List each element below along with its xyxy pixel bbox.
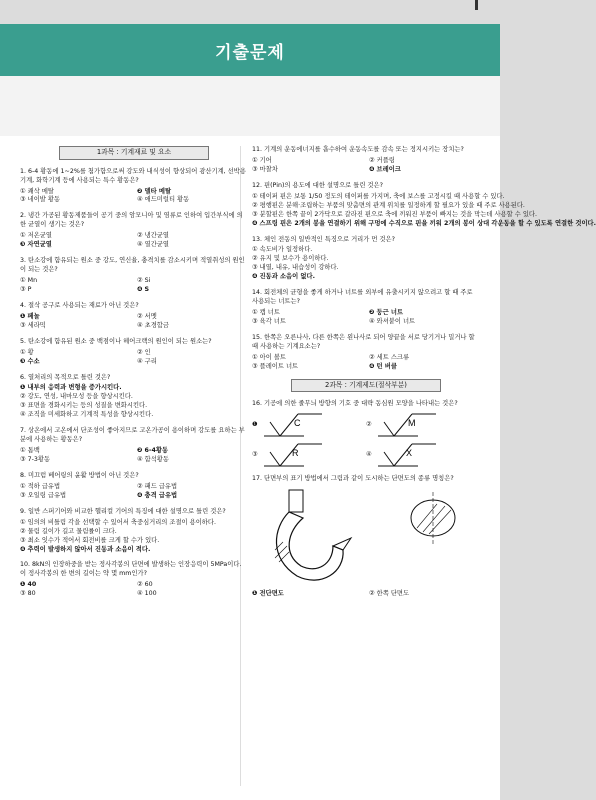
answer-option[interactable]: ③ 플레이트 너트: [252, 362, 299, 370]
answer-option[interactable]: ③ 최소 잇수가 적어서 회전비를 크게 할 수가 있다.: [20, 536, 160, 544]
answer-option[interactable]: ❹ 스프링 핀은 2개의 봉을 연결하기 위해 구멍에 수직으로 핀을 끼워 2개의 봉이 상대 각운동을 할 수 있도록 연결한 것이다.: [252, 219, 596, 227]
question-16: [252, 400, 480, 468]
answer-option[interactable]: ③ 표면을 경화시키는 등의 성질을 변화시킨다.: [20, 402, 148, 410]
answer-option[interactable]: ③ 내열, 내유, 내습성이 강하다.: [252, 264, 339, 272]
answer-options: [20, 519, 248, 555]
answer-option[interactable]: ④ 구리: [137, 357, 157, 365]
answer-option[interactable]: ③ 마찰차: [252, 165, 278, 173]
question-stem: 4. 절삭 공구로 사용되는 재료가 아닌 것은?: [20, 301, 139, 309]
answer-options: [20, 349, 248, 367]
answer-option[interactable]: ② 60: [137, 581, 153, 589]
surface-symbol-c-icon: [264, 412, 324, 438]
answer-option[interactable]: ① 테이퍼 핀은 보통 1/50 정도의 테이퍼를 가지며, 축에 보스를 고정시킬 때 사용할 수 있다.: [252, 192, 505, 200]
page-title: 기출문제: [215, 42, 285, 63]
answer-options: [20, 581, 248, 599]
question-item: [20, 374, 248, 421]
answer-option[interactable]: ③ 오일링 급유법: [20, 491, 67, 499]
question-item: [20, 257, 248, 295]
surface-symbol-m-icon: [378, 412, 438, 438]
question-stem: 15. 한쪽은 오른나사, 다른 한쪽은 왼나사로 되어 양끝을 서로 당기거나 밀거나 할 때 사용하는 기계요소는?: [252, 333, 475, 350]
question-item: [252, 236, 480, 283]
answer-option[interactable]: ④ 열간균열: [137, 241, 169, 249]
answer-option[interactable]: ② 패드 급유법: [137, 482, 178, 490]
exam-page[interactable]: [0, 136, 596, 800]
answer-option[interactable]: ③ 세라믹: [20, 321, 46, 329]
question-item: [252, 181, 596, 229]
subject-header-2: 2과목 : 기계제도(절삭부분): [291, 379, 441, 393]
answer-option[interactable]: ② 냉간균열: [137, 232, 169, 240]
answer-option[interactable]: ③ 80: [20, 590, 36, 598]
question-stem: 7. 상온에서 고온에서 단조성이 좋아지므로 고온가공이 용이하며 강도를 요하는 부분에 사용하는 황동은?: [20, 427, 245, 444]
answer-option[interactable]: ❹ 진동과 소음이 없다.: [252, 273, 315, 281]
question-item: [20, 212, 248, 250]
option-number: ②: [366, 420, 372, 428]
answer-option[interactable]: ③ 분할핀은 한쪽 끝이 2가닥으로 갈라진 핀으로 축에 끼워진 부품이 빠지는 것을 막는데 사용할 수 있다.: [252, 210, 537, 218]
svg-text:M: M: [408, 418, 416, 429]
answer-option[interactable]: ❶ 전단면도: [252, 590, 284, 598]
crane-hook-section-icon: [259, 488, 379, 588]
question-stem: 17. 단면부의 표기 방법에서 그림과 같이 도시하는 단면도의 종류 명칭은?: [252, 475, 454, 483]
answer-option[interactable]: ③ 육각 너트: [252, 318, 286, 325]
question-stem: 8. 미끄럼 베어링의 윤활 방법이 아닌 것은?: [20, 471, 139, 479]
answer-option[interactable]: ④ 초경합금: [137, 321, 169, 329]
answer-option[interactable]: ② Si: [137, 277, 151, 285]
answer-options: [252, 354, 480, 372]
answer-option[interactable]: ❶ 페놀: [20, 312, 40, 320]
banner-area: [0, 76, 500, 136]
answer-option[interactable]: ① 적하 급유법: [20, 482, 61, 490]
left-column: [20, 146, 248, 606]
question-item: [20, 338, 248, 367]
answer-options: [252, 157, 480, 175]
question-item: [252, 146, 480, 175]
answer-option[interactable]: ③ P: [20, 285, 32, 293]
answer-option[interactable]: ② 세트 스크류: [369, 353, 410, 361]
answer-options: [20, 277, 248, 295]
answer-option[interactable]: ② 강도, 연성, 내마모성 등을 향상시킨다.: [20, 393, 133, 401]
answer-option[interactable]: ❹ 충격 급유법: [137, 491, 178, 499]
surface-symbol-options: [252, 412, 480, 468]
answer-options: [252, 246, 480, 282]
answer-option[interactable]: ③ 7-3황동: [20, 456, 51, 464]
surface-symbol-option-2[interactable]: [366, 412, 480, 438]
question-stem: 5. 탄소강에 함유된 원소 중 백점이나 헤어크랙의 원인이 되는 원소는?: [20, 337, 212, 345]
question-stem: 14. 회전체의 균형을 좋게 하거나 너트를 외부에 유출시키지 않으려고 할 때 주로 사용되는 너트는?: [252, 289, 473, 306]
surface-symbol-option-4[interactable]: [366, 442, 480, 468]
question-stem: 16. 기공에 의한 줄무늬 방향의 기호 중 대략 동심원 모양을 나타내는 것은?: [252, 400, 458, 408]
answer-options: [20, 188, 248, 206]
option-number: ❶: [252, 420, 258, 428]
answer-options: [252, 192, 596, 229]
hook-figure: [252, 488, 480, 588]
answer-option[interactable]: ② 서멧: [137, 312, 157, 320]
question-stem: 3. 탄소강에 함유되는 원소 중 강도, 연신율, 충격치를 감소시키며 적열취성의 원인이 되는 것은?: [20, 257, 245, 274]
option-number: ④: [366, 450, 372, 458]
answer-option[interactable]: ❷ 둥근 너트: [369, 309, 404, 317]
question-stem: 12. 핀(Pin)의 용도에 대한 설명으로 틀린 것은?: [252, 181, 383, 189]
question-stem: 6. 열처리의 목적으로 틀린 것은?: [20, 373, 111, 381]
question-item: [20, 168, 248, 206]
answer-option[interactable]: ② 평행핀은 분해·조립하는 부품의 맞춤면의 관계 위치를 일정하게 할 필요가 있을 때 주로 사용된다.: [252, 201, 525, 209]
answer-option[interactable]: ① 쾌삭 메탈: [20, 187, 54, 195]
answer-option[interactable]: ① 톰백: [20, 447, 40, 455]
answer-option[interactable]: ① 기어: [252, 156, 272, 164]
question-item: [252, 289, 480, 327]
answer-option[interactable]: ① 황: [20, 348, 34, 356]
answer-option[interactable]: ❶ 내부의 응력과 변형을 증가시킨다.: [20, 384, 122, 392]
subject-header-1: 1과목 : 기계재료 및 요소: [59, 146, 209, 160]
answer-option[interactable]: ② 유지 및 보수가 용이하다.: [252, 255, 329, 263]
question-stem: 13. 체인 전동의 일반적인 특징으로 거리가 먼 것은?: [252, 235, 395, 243]
surface-symbol-x-icon: [378, 442, 438, 468]
svg-text:C: C: [294, 418, 301, 429]
answer-option[interactable]: ② 인: [137, 348, 151, 356]
status-indicator: [475, 0, 478, 10]
right-column: [252, 146, 596, 606]
answer-option[interactable]: ❷ 6-4황동: [137, 447, 169, 455]
surface-symbol-r-icon: [264, 442, 324, 468]
question-17: [252, 475, 480, 599]
answer-option[interactable]: ❸ 수소: [20, 357, 40, 365]
question-item: [20, 427, 248, 465]
answer-option[interactable]: ③ 네이발 황동: [20, 196, 61, 204]
answer-options: [20, 232, 248, 250]
answer-option[interactable]: ② 커플링: [369, 156, 395, 164]
svg-text:X: X: [406, 448, 413, 459]
question-stem: 2. 냉간 가공된 황동제품들이 공기 중의 암모니아 및 염류로 인하여 입간부식에 의한 균열이 생기는 것은?: [20, 212, 243, 229]
question-stem: 1. 6-4 황동에 1~2%를 첨가함으로써 강도와 내식성이 향상되어 광산기계, 선박용 기계, 화학기계 등에 사용되는 특수 황동은?: [20, 167, 246, 184]
answer-options: [20, 313, 248, 331]
answer-option[interactable]: ❹ 브레이크: [369, 165, 401, 173]
answer-options: [252, 590, 480, 599]
question-item: [20, 561, 248, 599]
answer-option[interactable]: ❹ S: [137, 285, 150, 293]
app-header: [0, 24, 500, 76]
surface-symbol-option-3[interactable]: [252, 442, 366, 468]
question-item: [20, 472, 248, 501]
answer-option[interactable]: ② 물림 길이가 길고 물림률이 크다.: [20, 527, 117, 535]
status-bar: [0, 0, 500, 24]
answer-option[interactable]: ❹ 추력이 발생하지 않아서 진동과 소음이 적다.: [20, 545, 151, 553]
answer-option[interactable]: ❹ 턴 버클: [369, 362, 397, 370]
section-view-icon: [393, 488, 473, 548]
question-item: [20, 508, 248, 555]
answer-options: [20, 483, 248, 501]
answer-option[interactable]: ❸ 자연균열: [20, 241, 52, 249]
answer-option[interactable]: ④ 와셔붙이 너트: [369, 318, 416, 325]
answer-option[interactable]: ④ 애드미럴티 황동: [137, 196, 190, 204]
svg-text:R: R: [292, 448, 299, 459]
answer-option[interactable]: ② 한쪽 단면도: [369, 590, 410, 598]
answer-option[interactable]: ① 아이 볼트: [252, 353, 286, 361]
answer-option[interactable]: ① 속도비가 일정하다.: [252, 246, 313, 254]
answer-options: [20, 447, 248, 465]
question-stem: 9. 일반 스퍼기어와 비교한 헬리컬 기어의 특징에 대한 설명으로 틀린 것은?: [20, 507, 226, 515]
answer-options: [252, 309, 480, 327]
answer-option[interactable]: ① 저온균열: [20, 232, 52, 240]
option-number: ③: [252, 450, 258, 458]
answer-option[interactable]: ❶ 40: [20, 581, 37, 589]
question-item: [20, 302, 248, 331]
answer-option[interactable]: ① 임의의 비틀림 각을 선택할 수 있어서 축중심거리의 조절이 용이하다.: [20, 518, 216, 526]
answer-option[interactable]: ❷ 델타 메탈: [137, 187, 172, 195]
answer-option[interactable]: ① 캡 너트: [252, 309, 280, 317]
answer-option[interactable]: ④ 100: [137, 590, 157, 598]
answer-option[interactable]: ④ 함석황동: [137, 456, 169, 464]
answer-option[interactable]: ① Mn: [20, 277, 38, 285]
answer-option[interactable]: ④ 조직을 미세화하고 기계적 특성을 향상시킨다.: [20, 411, 154, 419]
surface-symbol-option-1[interactable]: [252, 412, 366, 438]
question-stem: 10. 8kN의 인장하중을 받는 정사각봉의 단면에 발생하는 인장응력이 5MPa이다. 이 정사각봉의 한 변의 길이는 약 몇 mm인가?: [20, 561, 242, 578]
answer-options: [20, 384, 248, 420]
question-item: [252, 334, 480, 372]
question-stem: 11. 기계의 운동에너지를 흡수하여 운동속도를 감속 또는 정지시키는 장치는?: [252, 146, 464, 153]
